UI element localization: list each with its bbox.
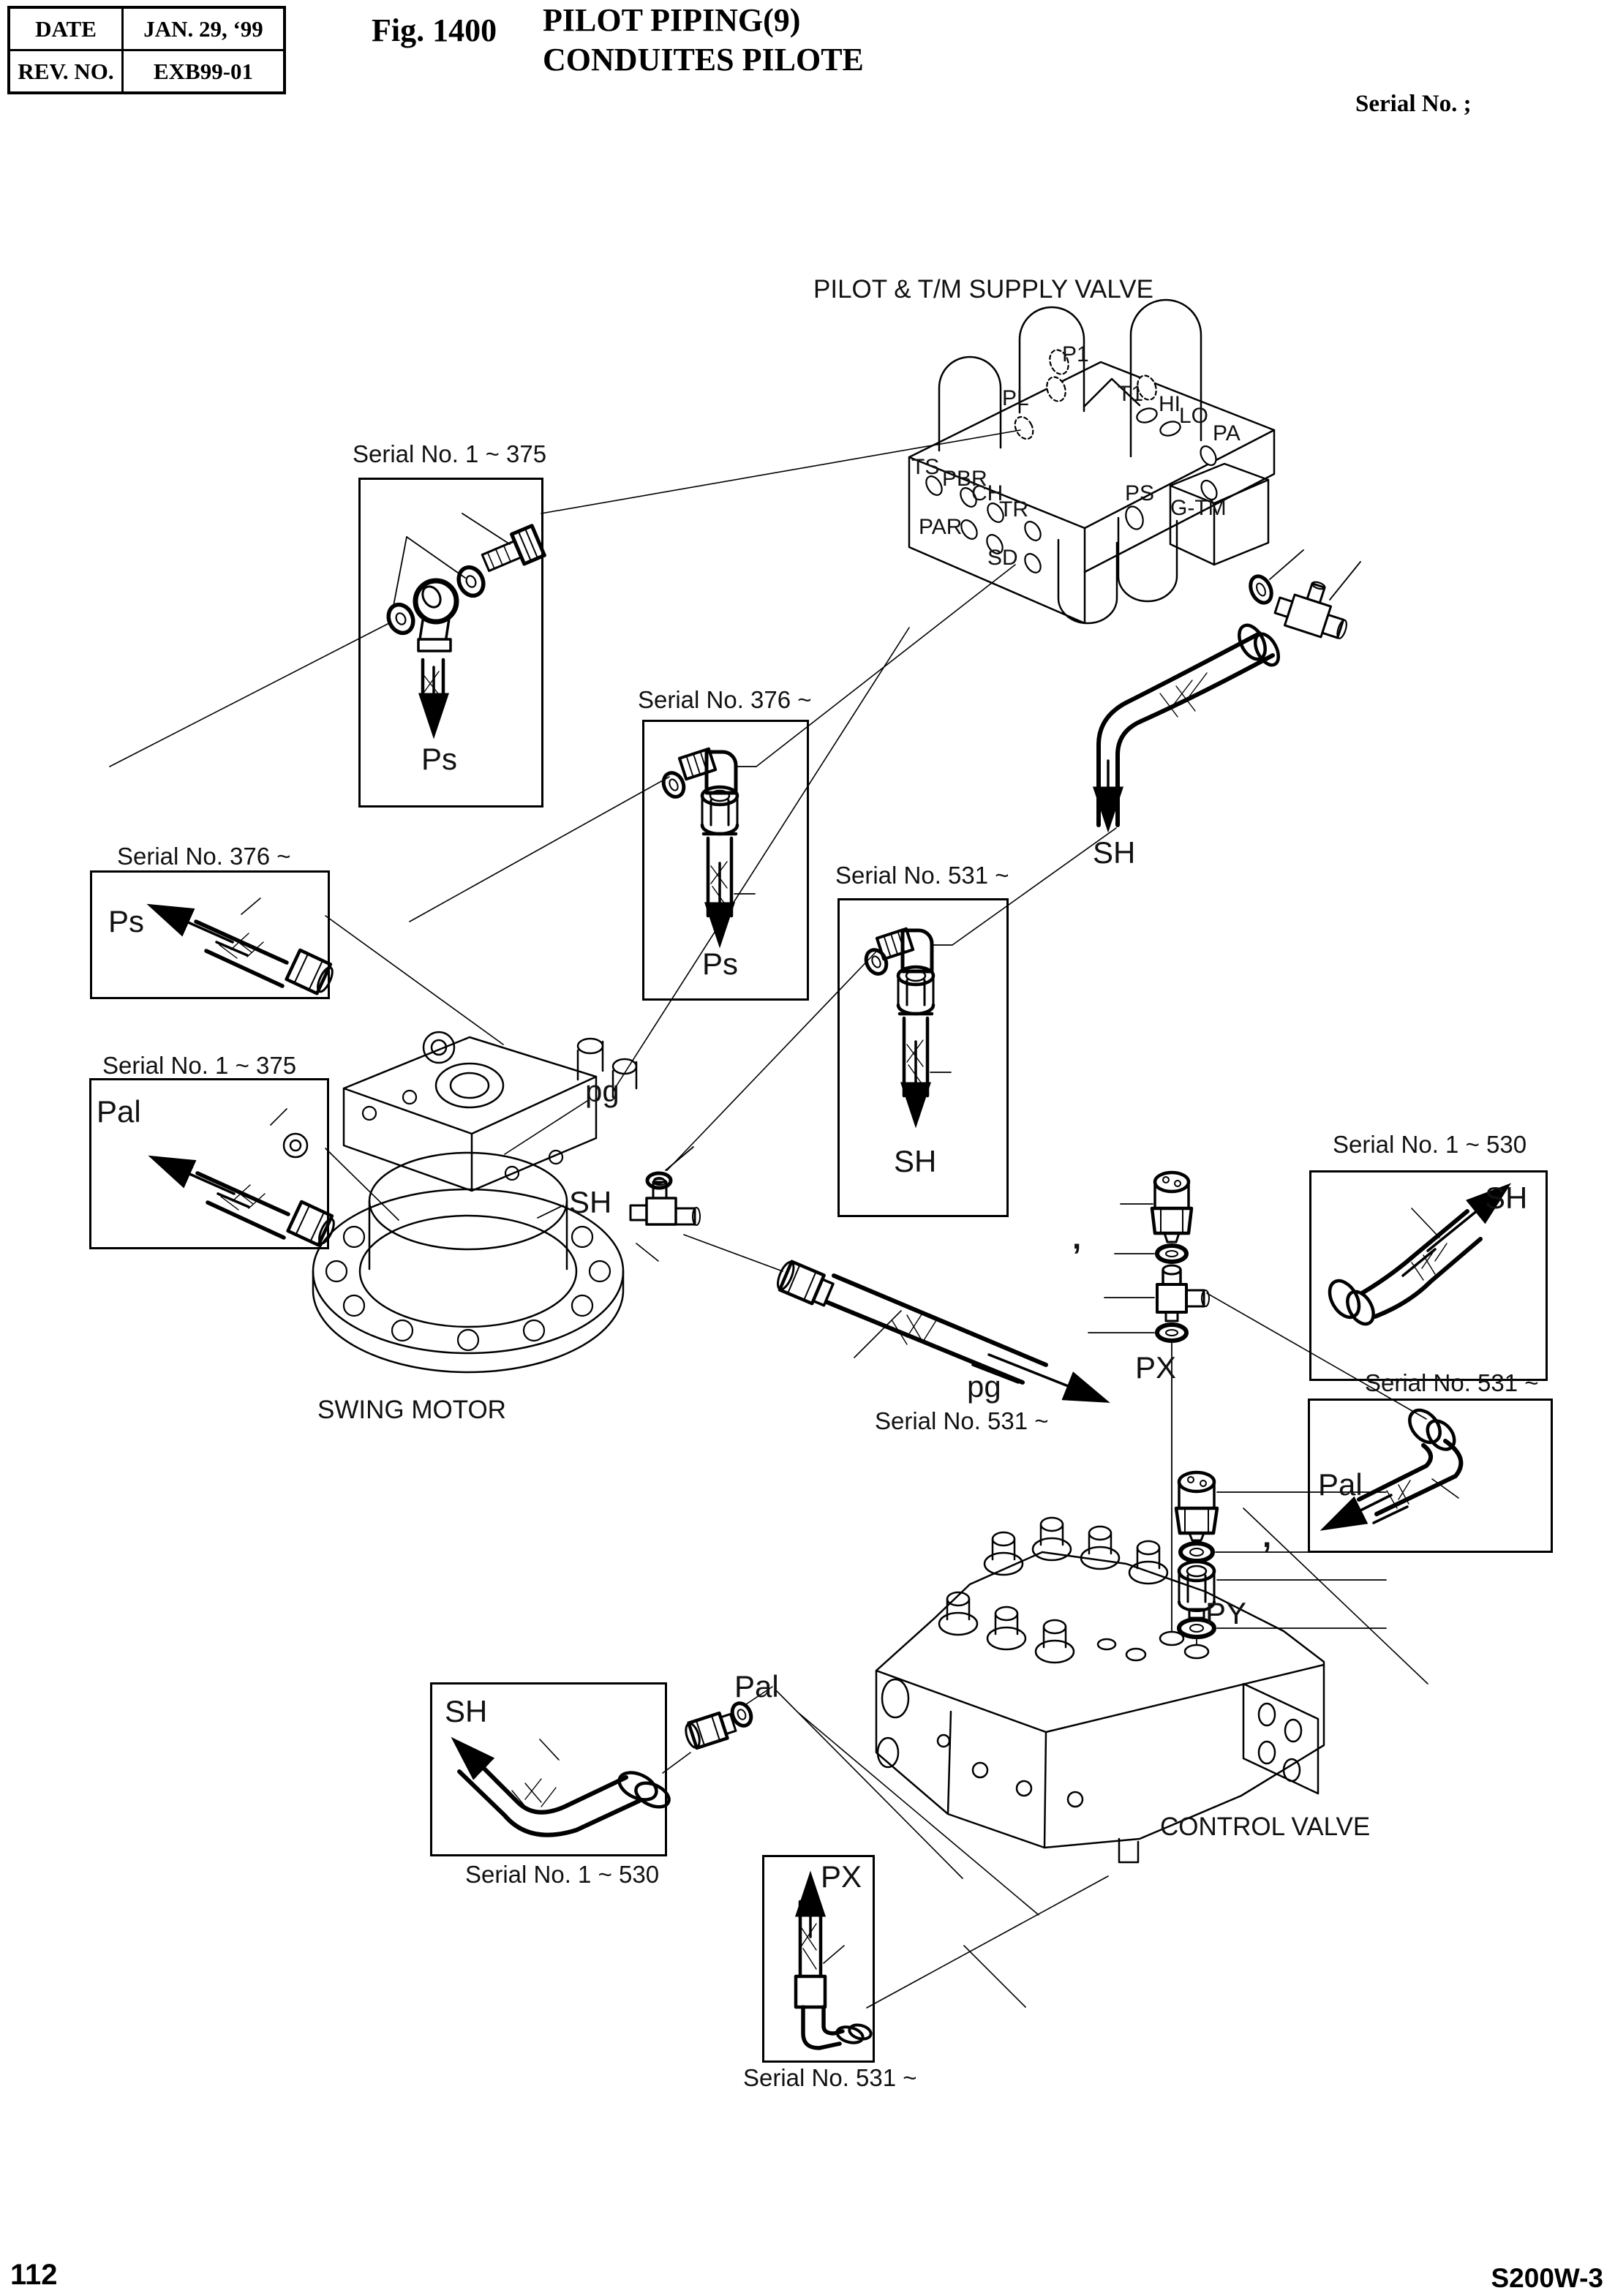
valve-port-lo: LO [1179,404,1209,428]
page-title-french: CONDUITES PILOTE [543,42,864,78]
port-label-ps-a: Ps [421,742,458,776]
valve-port-ch: CH [971,481,1004,505]
page-title: PILOT PIPING(9) [543,2,801,38]
valve-port-tr: TR [999,497,1028,522]
port-label-sh-top: SH [1093,835,1136,870]
revision-table-row [10,9,283,49]
rev-no-value: EXB99-01 [153,58,254,84]
port-label-px-bottom: PX [821,1859,862,1894]
valve-port-p1: P1 [1062,342,1089,366]
serial-label-box-b: Serial No. 376 ~ [638,686,812,713]
port-label-pg-motor: pg [585,1074,620,1108]
supply-hose-sh-drawing [1099,550,1360,825]
date-value: JAN. 29, ‘99 [143,15,263,42]
control-valve-label: CONTROL VALVE [1160,1813,1371,1841]
serial-label-box-g: Serial No. 531 ~ [1365,1369,1539,1396]
serial-label-px-box: Serial No. 531 ~ [743,2064,917,2091]
serial-label-pg-hose: Serial No. 531 ~ [875,1407,1049,1434]
serial-label-box-d: Serial No. 376 ~ [117,843,291,870]
port-label-ps-b: Ps [702,946,739,981]
revision-table [7,6,286,94]
valve-port-g-tm: G-TM [1170,496,1227,520]
date-label: DATE [10,9,124,49]
pg-hose-drawing [684,1235,1103,1400]
valve-port-par: PAR [919,515,963,539]
serial-label-box-e: Serial No. 1 ~ 375 [102,1052,297,1079]
port-label-sh-motor: SH [569,1185,612,1219]
document-code: S200W-3 [1491,2263,1603,2293]
supply-valve-drawing [909,300,1274,623]
valve-port-pa: PA [1213,421,1241,445]
valve-port-sd: SD [987,546,1018,570]
port-label-sh-c: SH [894,1144,937,1178]
port-label-px-stack: PX [1135,1350,1177,1385]
port-label-pg-hose: pg [967,1369,1001,1404]
serial-number-note: Serial No. ; [1355,91,1472,117]
valve-port-t1: T1 [1118,382,1144,406]
serial-label-box-a: Serial No. 1 ~ 375 [353,440,547,467]
port-label-py-stack: PY [1205,1596,1247,1630]
valve-port-ts: TS [911,455,940,479]
port-label-pal-e: Pal [97,1094,141,1129]
valve-port-pbr: PBR [942,467,987,491]
figure-number: Fig. 1400 [372,12,497,48]
revision-table-row [10,49,283,91]
valve-port-hi: HI [1159,392,1181,416]
serial-label-box-f: Serial No. 1 ~ 530 [1333,1131,1527,1158]
port-label-pal-g: Pal [1318,1467,1363,1502]
serial-label-box-c: Serial No. 531 ~ [835,862,1009,889]
tee-fitting-drawing [630,1147,700,1261]
serial-label-sh-box: Serial No. 1 ~ 530 [465,1861,660,1888]
port-label-sh-f: SH [1485,1181,1528,1215]
port-label-ps-d: Ps [108,904,145,938]
page-number: 112 [10,2259,58,2291]
swing-motor-label: SWING MOTOR [317,1396,506,1424]
valve-port-ps: PS [1125,481,1155,505]
rev-no-label: REV. NO. [10,51,124,91]
control-valve-drawing [876,1518,1324,1862]
supply-valve-label: PILOT & T/M SUPPLY VALVE [813,275,1153,304]
comma-mark-2: , [1262,1518,1272,1554]
comma-mark-1: , [1072,1220,1082,1256]
port-label-pal-valve: Pal [734,1669,779,1704]
valve-port-pl: PL [1002,386,1029,410]
port-label-sh-bottom: SH [445,1694,488,1728]
